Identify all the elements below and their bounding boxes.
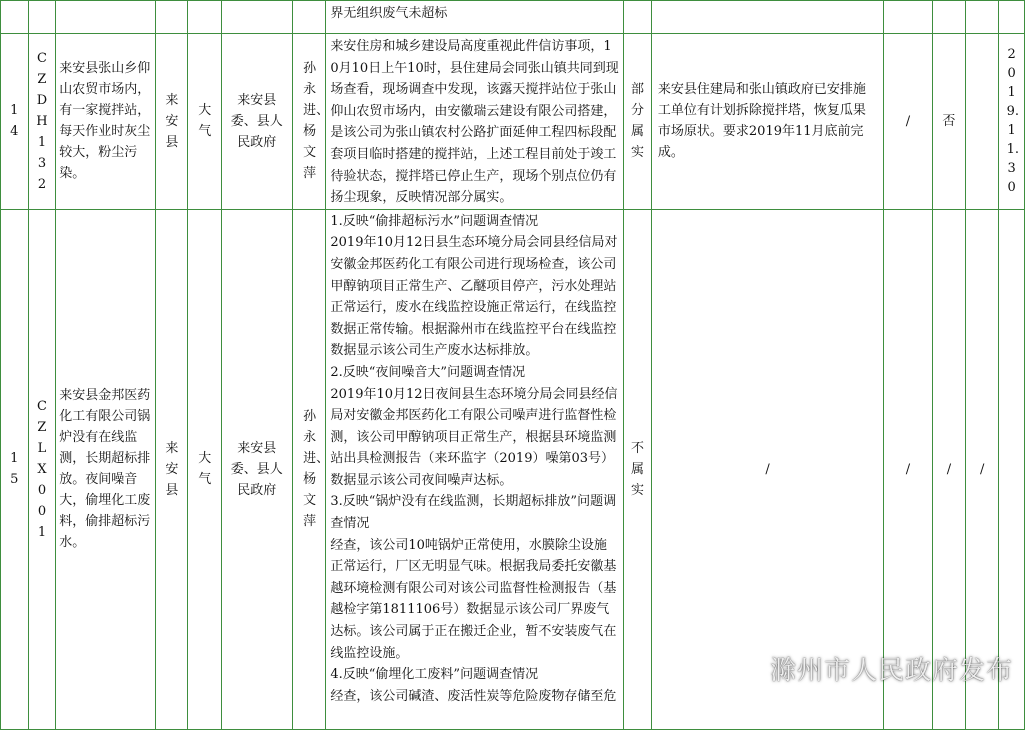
complaint-content: 来安县张山乡仰山农贸市场内，有一家搅拌站，每天作业时灰尘较大，粉尘污染。 <box>56 34 155 210</box>
col-extra: / <box>966 209 999 729</box>
complaint-content: 来安县金邦医药化工有限公司锅炉没有在线监测，长期超标排放。夜间噪音大，偷埋化工废料，偷排超标污水。 <box>56 209 155 729</box>
finding-status: 部分属实 <box>624 34 652 210</box>
finding-status: 不属实 <box>624 209 652 729</box>
pollution-type: 大气 <box>188 209 221 729</box>
prev-investigation-tail: 界无组织废气未超标 <box>326 1 624 34</box>
responsible-person: 孙永进、杨文萍 <box>292 34 325 210</box>
deadline-date: 2019.11.30 <box>999 34 1025 210</box>
handling-measures: 来安县住建局和张山镇政府已安排施工单位有计划拆除搅拌塔，恢复瓜果市场原状。要求2019年11月底前完成。 <box>651 34 883 210</box>
investigation-line: 经查，该公司碱渣、废活性炭等危险废物存储至危 <box>330 688 617 704</box>
col-extra <box>966 34 999 210</box>
row-number: 14 <box>1 34 29 210</box>
pollution-type: 大气 <box>188 34 221 210</box>
col-closed: 否 <box>932 34 965 210</box>
county: 来安县 <box>155 34 187 210</box>
investigation-line: 经查，该公司10吨锅炉正常使用，水膜除尘设施正常运行，厂区无明显气味。根据我局委托安徽基越环境检测有限公司对该公司监督性检测报告（基越检字第1811106号）数据显示该公司厂界废气达标。该公司属于正在搬迁企业，暂不安装废气在线监控设施。 <box>330 537 617 661</box>
responsible-person: 孙永进、杨文萍 <box>292 209 325 729</box>
county: 来安县 <box>155 209 187 729</box>
responsible-unit: 来安县委、县人民政府 <box>221 209 292 729</box>
investigation-line: 2.反映“夜间噪音大”问题调查情况 <box>330 364 526 380</box>
row-number: 15 <box>1 209 29 729</box>
watermark <box>738 650 1013 687</box>
col-accountability: / <box>884 209 933 729</box>
investigation-line: 4.反映“偷埋化工废料”问题调查情况 <box>330 667 539 683</box>
investigation-result <box>326 209 624 729</box>
investigation-result: 来安住房和城乡建设局高度重视此件信访事项，10月10日上午10时，县住建局会同张山镇共同到现场查看，现场调查中发现，该露天搅拌站位于张山仰山农贸市场内，由安徽瑞云建设有限公司搭建，是该公司为张山镇农村公路扩面延伸工程四标段配套项目临时搭建的搅拌站，上述工程目前处于竣工待验状态，搅拌塔已停止生产，现场个别点位仍有扬尘现象，反映情况部分属实。 <box>326 34 624 210</box>
investigation-line: 2019年10月12日夜间县生态环境分局会同县经信局对安徽金邦医药化工有限公司噪声进行监督性检测，该公司甲醇钠项目正常生产，根据县环境监测站出具检测报告（来环监字（2019）噪第03号）数据显示该公司夜间噪声达标。 <box>330 386 618 488</box>
table-row-14 <box>1 34 1025 210</box>
watermark-text: 滁州市人民政府发布 <box>769 656 1013 686</box>
responsible-unit: 来安县委、县人民政府 <box>221 34 292 210</box>
table-row-prev <box>1 1 1025 34</box>
investigation-line: 2019年10月12日县生态环境分局会同县经信局对安徽金邦医药化工有限公司进行现场检查，该公司甲醇钠项目正常生产、乙醚项目停产，污水处理站正常运行，废水在线监控设施正常运行，在线监控数据正常传输。根据滁州市在线监控平台在线监控数据显示该公司生产废水达标排放。 <box>330 235 618 359</box>
handling-measures: / <box>651 209 883 729</box>
col-accountability: / <box>884 34 933 210</box>
case-code: CZDH132 <box>28 34 56 210</box>
investigation-line: 1.反映“偷排超标污水”问题调查情况 <box>330 213 539 229</box>
case-code: CZLX001 <box>28 209 56 729</box>
investigation-line: 3.反映“锅炉没有在线监测，长期超标排放”问题调查情况 <box>330 494 617 532</box>
weibo-icon <box>738 659 766 681</box>
col-closed: / <box>932 209 965 729</box>
